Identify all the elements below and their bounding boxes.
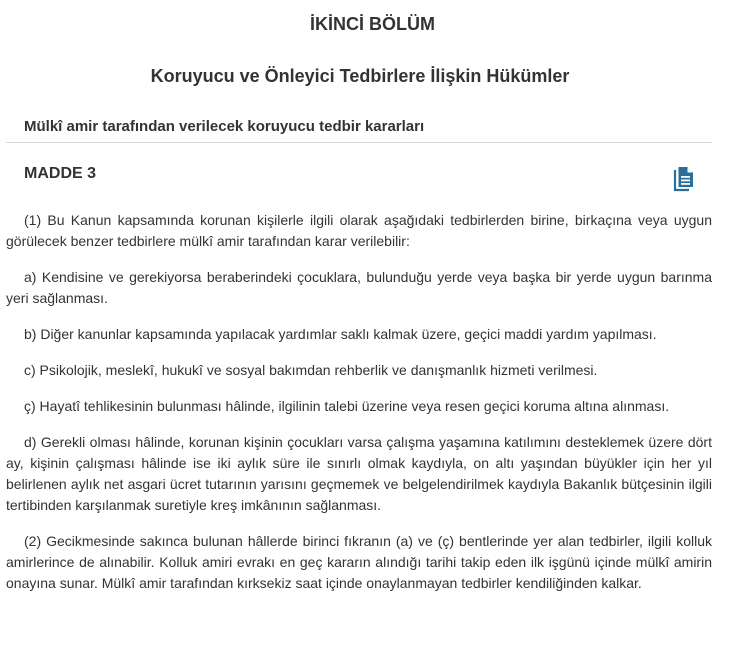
heading-divider (6, 142, 712, 143)
clause-b: b) Diğer kanunlar kapsamında yapılacak yardımlar saklı kalmak üzere, geçici maddi yardım yapılması. (24, 326, 657, 342)
article-number: MADDE 3 (24, 165, 97, 182)
section-title: İKİNCİ BÖLÜM (310, 14, 435, 34)
article-heading: Mülkî amir tarafından verilecek koruyucu tedbir kararları (24, 118, 425, 135)
clause-cedilla-c: ç) Hayatî tehlikesinin bulunması hâlinde, ilgilinin talebi üzerine veya resen geçici koruma altına alınması. (24, 398, 670, 414)
paragraph-2: (2) Gecikmesinde sakınca bulunan hâllerde birinci fıkranın (a) ve (ç) bentlerinde yer alan tedbirler, ilgili kolluk amirlerince de alınabilir. Kolluk amiri evrakı en geç kararın alındığı tarihi takip eden ilk işgünü içinde mülkî amirin onayına sunar. Mülkî amir tarafından kırksekiz saat içinde onaylanmayan tedbirler kendiliğinden kalkar. (6, 533, 712, 591)
clause-c: c) Psikolojik, meslekî, hukukî ve sosyal bakımdan rehberlik ve danışmanlık hizmeti verilmesi. (24, 362, 598, 378)
article-body (6, 210, 712, 609)
document-icon[interactable] (672, 166, 696, 192)
document-icon-graphic (672, 166, 696, 192)
clause-d: d) Gerekli olması hâlinde, korunan kişinin çocukları varsa çalışma yaşamına katılımını desteklemek üzere dört ay, kişinin çalışması hâlinde ise iki aylık süre ile sınırlı olmak kaydıyla, on altı yaşından büyükler için her yıl belirlenen aylık net asgari ücret tutarının yarısını geçmemek ve belgelendirilmek kaydıyla Bakanlık bütçesinin ilgili tertibinden karşılanmak suretiyle kreş imkânının sağlanması. (6, 434, 712, 513)
clause-a: a) Kendisine ve gerekiyorsa beraberindeki çocuklara, bulunduğu yerde veya başka bir yerde uygun barınma yeri sağlanması. (6, 269, 712, 306)
paragraph-1: (1) Bu Kanun kapsamında korunan kişilerle ilgili olarak aşağıdaki tedbirlerden birine, birkaçına veya uygun görülecek benzer tedbirlere mülkî amir tarafından karar verilebilir: (6, 212, 712, 249)
chapter-title: Koruyucu ve Önleyici Tedbirlere İlişkin Hükümler (150, 66, 570, 86)
